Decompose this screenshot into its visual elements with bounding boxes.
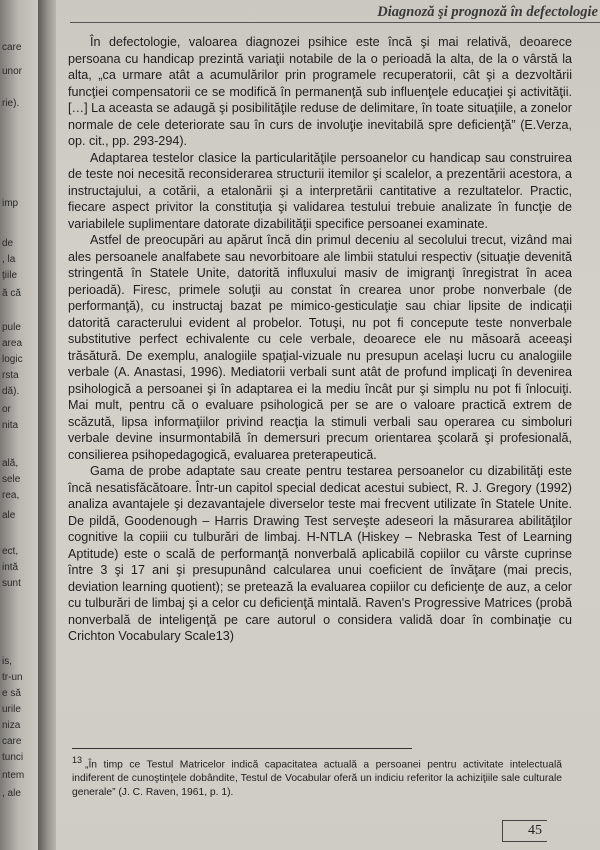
margin-fragment: rsta (2, 370, 19, 381)
margin-fragment: e să (2, 688, 21, 699)
page-number: 45 (528, 823, 542, 838)
body-text (68, 34, 572, 645)
paragraph: Adaptarea testelor clasice la particularităţile persoanelor cu handicap sau construirea de teste noi necesită reconsiderarea structurii itemilor şi scalelor, a prezentării acestora, a instructajului, a cotării, a etalonării şi a interpretării cantitative a rezultatelor. Practic, fiecare aspect privitor la constituţia şi validarea testului trebuie analizate în funcţie de variabilele suplimentare datorate dizabilităţii specifice persoanei examinate. (68, 150, 572, 231)
facing-page-margin (0, 0, 40, 850)
footnote-marker: 13 (72, 755, 83, 765)
running-header: Diagnoză şi prognoză în defectologie (377, 4, 598, 20)
margin-fragment: urile (2, 704, 21, 715)
margin-fragment: sunt (2, 578, 21, 589)
margin-fragment: , ale (2, 788, 21, 799)
margin-fragment: niza (2, 720, 21, 731)
margin-fragment: tr-un (2, 672, 23, 683)
footnote-rule (72, 748, 412, 749)
paragraph: În defectologie, valoarea diagnozei psihice este încă şi mai relativă, deoarece persoana cu handicap prezintă variaţii notabile de la o perioadă la alta, de la o vârstă la alta, „ca urmare atât a acumulărilor prin programele recuperatorii, cât şi a dezvoltării funcţiei compensatorii ce se modifică în permanenţă sub influenţele educaţiei şi activităţii. […] La aceasta se adaugă şi posibilităţile reduse de delimitare, în toate situaţiile, a zonelor normale de cele deteriorate sau în curs de involuţie inevitabilă spre deficienţă” (E.Verza, op. cit., pp. 293-294). (68, 35, 572, 148)
book-page (56, 0, 600, 850)
footnote (72, 754, 562, 799)
margin-fragment: rea, (2, 490, 20, 501)
header-rule (70, 22, 600, 23)
margin-fragment: nita (2, 420, 19, 431)
margin-fragment: logic (2, 354, 23, 365)
margin-fragment: ă că (2, 288, 21, 299)
margin-fragment: tunci (2, 752, 24, 763)
margin-fragment: dă). (2, 386, 20, 397)
margin-fragment: care (2, 42, 22, 53)
margin-fragment: sele (2, 474, 21, 485)
margin-fragment: pule (2, 322, 21, 333)
margin-fragment: area (2, 338, 23, 349)
margin-fragment: de (2, 238, 14, 249)
margin-fragment: intă (2, 562, 19, 573)
footnote-text: „În timp ce Testul Matricelor indică capacitatea actuală a persoanei pentru activitate intelectuală indiferent de cunoştinţele dobândite, Testul de Vocabular oferă un indiciu referitor la achiziţiile sale culturale generale” (J. C. Raven, 1961, p. 1). (72, 759, 562, 798)
margin-fragment: unor (2, 66, 23, 77)
margin-fragment: , la (2, 254, 16, 265)
margin-fragment: ntem (2, 770, 25, 781)
margin-fragment: imp (2, 198, 19, 209)
paragraph: Gama de probe adaptate sau create pentru testarea persoanelor cu dizabilităţi este încă nesatisfăcătoare. Într-un capitol special dedicat acestui subiect, R. J. Gregory (1992) analiza avantajele şi dezavantajele diverselor teste mai frecvent utilizate în Statele Unite. De pildă, Goodenough – Harris Drawing Test serveşte adeseori la măsurarea abilităţilor cognitive la copiii cu tulburări de limbaj. H-NTLA (Hiskey – Nebraska Test of Learning Aptitude) este o scală de performanţă nonverbală aplicabilă copiilor cu vârste cuprinse între 3 şi 17 ani şi presupunând calcularea unui coeficient de învăţare (mai precis, deviation learning quotient); se pretează la evaluarea copiilor cu deficienţe de auz, a celor cu tulburări de limbaj şi a celor cu deficienţă mintală. Raven's Progressive Matrices (probă nonverbală de inteligenţă pe care autorul o considera validă doar în combinaţie cu Crichton Vocabulary Scale13) (68, 464, 572, 643)
paragraph: Astfel de preocupări au apărut încă din primul deceniu al secolului trecut, vizând mai ales persoanele analfabete sau nevorbitoare ale limbii statului respectiv (situaţie devenită stringentă în Statele Unite, datorită influxului masiv de imigranţi înregistrat în acea perioadă). Firesc, primele soluţii au constat în crearea unor probe nonverbale (de performanţă), cu instructaj bazat pe mimico-gesticulaţie sau chiar lipsite de indicaţii datorită caracterului evident al probelor. Totuşi, nu pot fi concepute teste nonverbale substitutive perfect echivalente cu cele verbale, deoarece ele nu măsoară aceeaşi trăsătură. De exemplu, analogiile spaţial-vizuale nu presupun acelaşi lucru cu analogiile verbale (A. Anastasi, 1996). Mediatorii verbali sunt atât de profund implicaţi în devenirea psihologică a persoanei şi în adaptarea ei la mediu încât pur şi simplu nu pot fi înlocuiţi. Mai mult, pentru că o evaluare psihologică per se are o valoare practică extrem de scăzută, lipsa informaţiilor privind reacţia la stimuli verbali sau operarea cu simboluri verbale devine insurmontabilă în demersuri precum orientarea şcolară şi profesională, consilierea psihopedagogică, evaluarea preterapeutică. (68, 233, 572, 462)
margin-fragment: ale (2, 510, 16, 521)
margin-fragment: care (2, 736, 22, 747)
margin-fragment: ală, (2, 458, 19, 469)
margin-fragment: rie). (2, 98, 20, 109)
margin-fragment: or (2, 404, 11, 415)
margin-fragment: țiile (2, 270, 18, 281)
margin-fragment: is, (2, 656, 12, 667)
margin-fragment: ect, (2, 546, 19, 557)
